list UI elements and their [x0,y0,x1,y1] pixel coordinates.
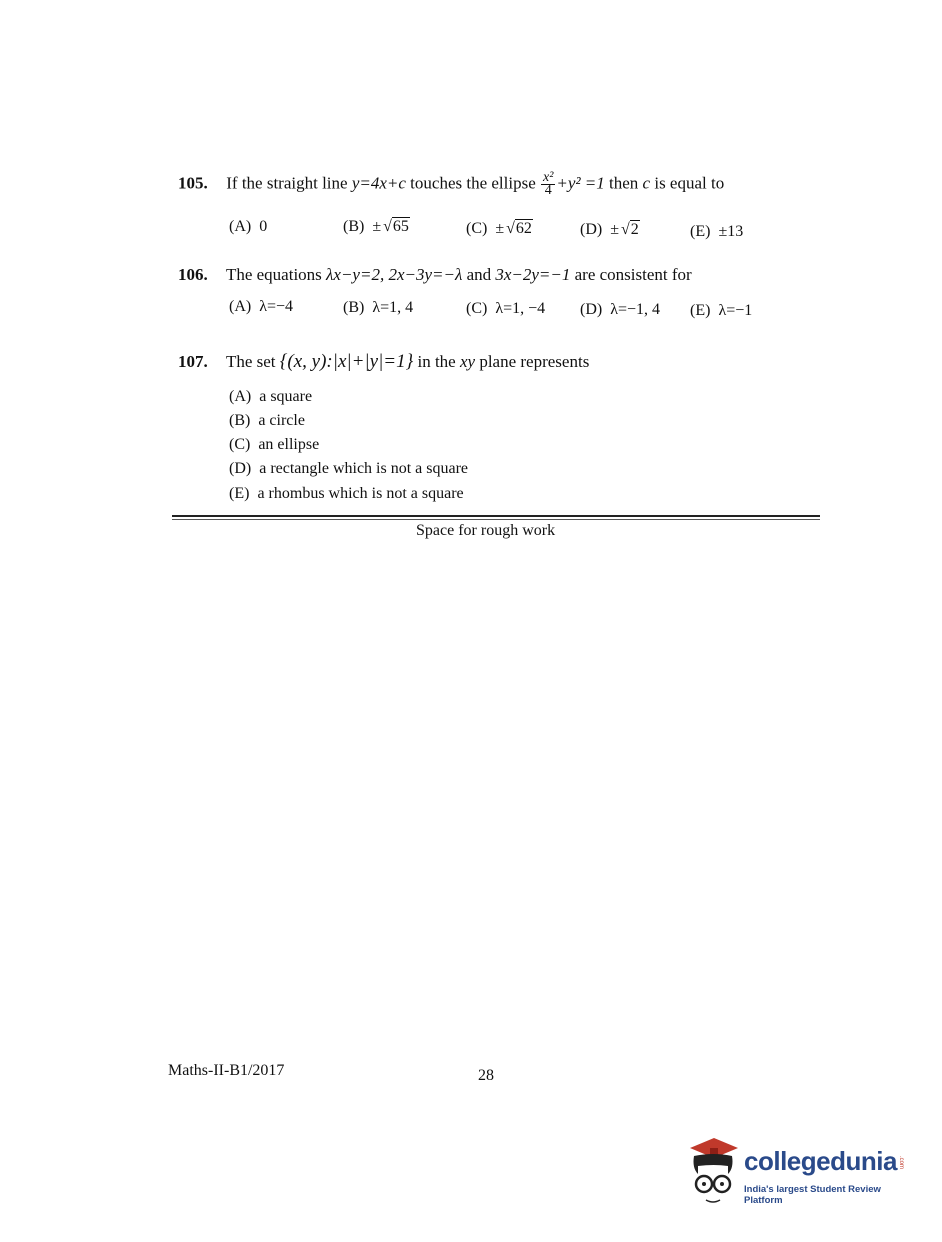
option-d [229,460,468,478]
option-value: λ=−4 [259,298,294,315]
plus-minus: ± [495,220,505,237]
option-label: (C) [229,436,251,453]
option-label: (E) [690,302,711,319]
fraction [541,172,555,197]
logo-tagline: India's largest Student Review Platform [744,1184,881,1206]
option-label: (E) [690,223,711,240]
option-a [229,298,293,316]
question-number: 106. [178,265,208,284]
collegedunia-logo [684,1134,920,1208]
option-label: (C) [466,220,488,237]
question-number: 107. [178,352,208,371]
option-label: (A) [229,218,252,235]
question-text: If the straight line [226,173,348,193]
equation: 3x−2y=−1 [495,265,571,284]
square-root: √62 [506,220,532,237]
option-value: ±13 [718,223,744,240]
option-label: (C) [466,300,488,317]
variable: xy [459,352,476,371]
option-label: (D) [580,301,603,318]
option-a [229,218,267,236]
page-number: 28 [478,1067,494,1084]
option-value: a rhombus which is not a square [257,485,464,502]
option-label: (D) [229,460,252,477]
question-number: 105. [178,173,208,193]
radicand: 2 [630,221,639,238]
option-c [466,220,533,238]
plus-minus: ± [610,221,619,238]
logo-suffix: .com [898,1156,904,1170]
question-107 [178,352,589,372]
option-e [229,485,464,503]
option-label: (B) [343,218,365,235]
equation: λx−y=2, 2x−3y=−λ [326,265,463,284]
option-label: (A) [229,298,252,315]
question-105 [178,172,724,197]
equation: +y² =1 [556,173,605,193]
question-text: and [466,265,492,284]
option-b [343,218,410,236]
option-value: a circle [258,412,305,429]
square-root: √2 [621,221,639,238]
question-text: touches the ellipse [410,173,536,193]
option-a [229,388,312,406]
question-text: then [609,173,639,193]
option-c [229,436,319,454]
question-text: plane represents [479,352,590,371]
option-label: (A) [229,388,252,405]
option-label: (B) [343,299,365,316]
divider-line-thin [172,519,820,520]
option-e [690,223,743,241]
question-text: are consistent for [574,265,692,284]
option-value: λ=−1 [718,302,753,319]
option-value: a square [259,388,313,405]
rough-work-label: Space for rough work [416,522,556,539]
question-text: in the [417,352,456,371]
option-b [343,299,413,317]
fraction-denominator: 4 [544,183,552,198]
fraction-numerator: x² [543,170,554,185]
variable: c [642,173,651,193]
option-value: λ=−1, 4 [610,301,661,318]
radicand: 62 [515,220,532,237]
plus-minus: ± [372,218,382,235]
square-root: √65 [383,218,409,235]
option-label: (B) [229,412,251,429]
equation: y=4x+c [351,173,406,193]
option-value: an ellipse [258,436,320,453]
question-text: The set [225,352,276,371]
option-value: λ=1, 4 [372,299,414,316]
option-d [580,221,640,239]
divider-line [172,515,820,517]
mascot-icon [684,1134,742,1208]
set-expression: {(x, y):|x|+|y|=1} [279,351,414,372]
option-b [229,412,305,430]
option-e [690,302,752,320]
option-label: (E) [229,485,250,502]
logo-wordmark: collegedunia [744,1146,897,1176]
question-106 [178,265,692,285]
option-value: λ=1, −4 [495,300,546,317]
question-text: is equal to [654,173,725,193]
paper-code: Maths-II-B1/2017 [168,1062,285,1079]
question-text: The equations [225,265,322,284]
option-label: (D) [580,221,603,238]
option-value: a rectangle which is not a square [259,460,469,477]
option-value: 0 [259,218,268,235]
radicand: 65 [392,218,409,235]
option-d [580,301,660,319]
option-c [466,300,545,318]
